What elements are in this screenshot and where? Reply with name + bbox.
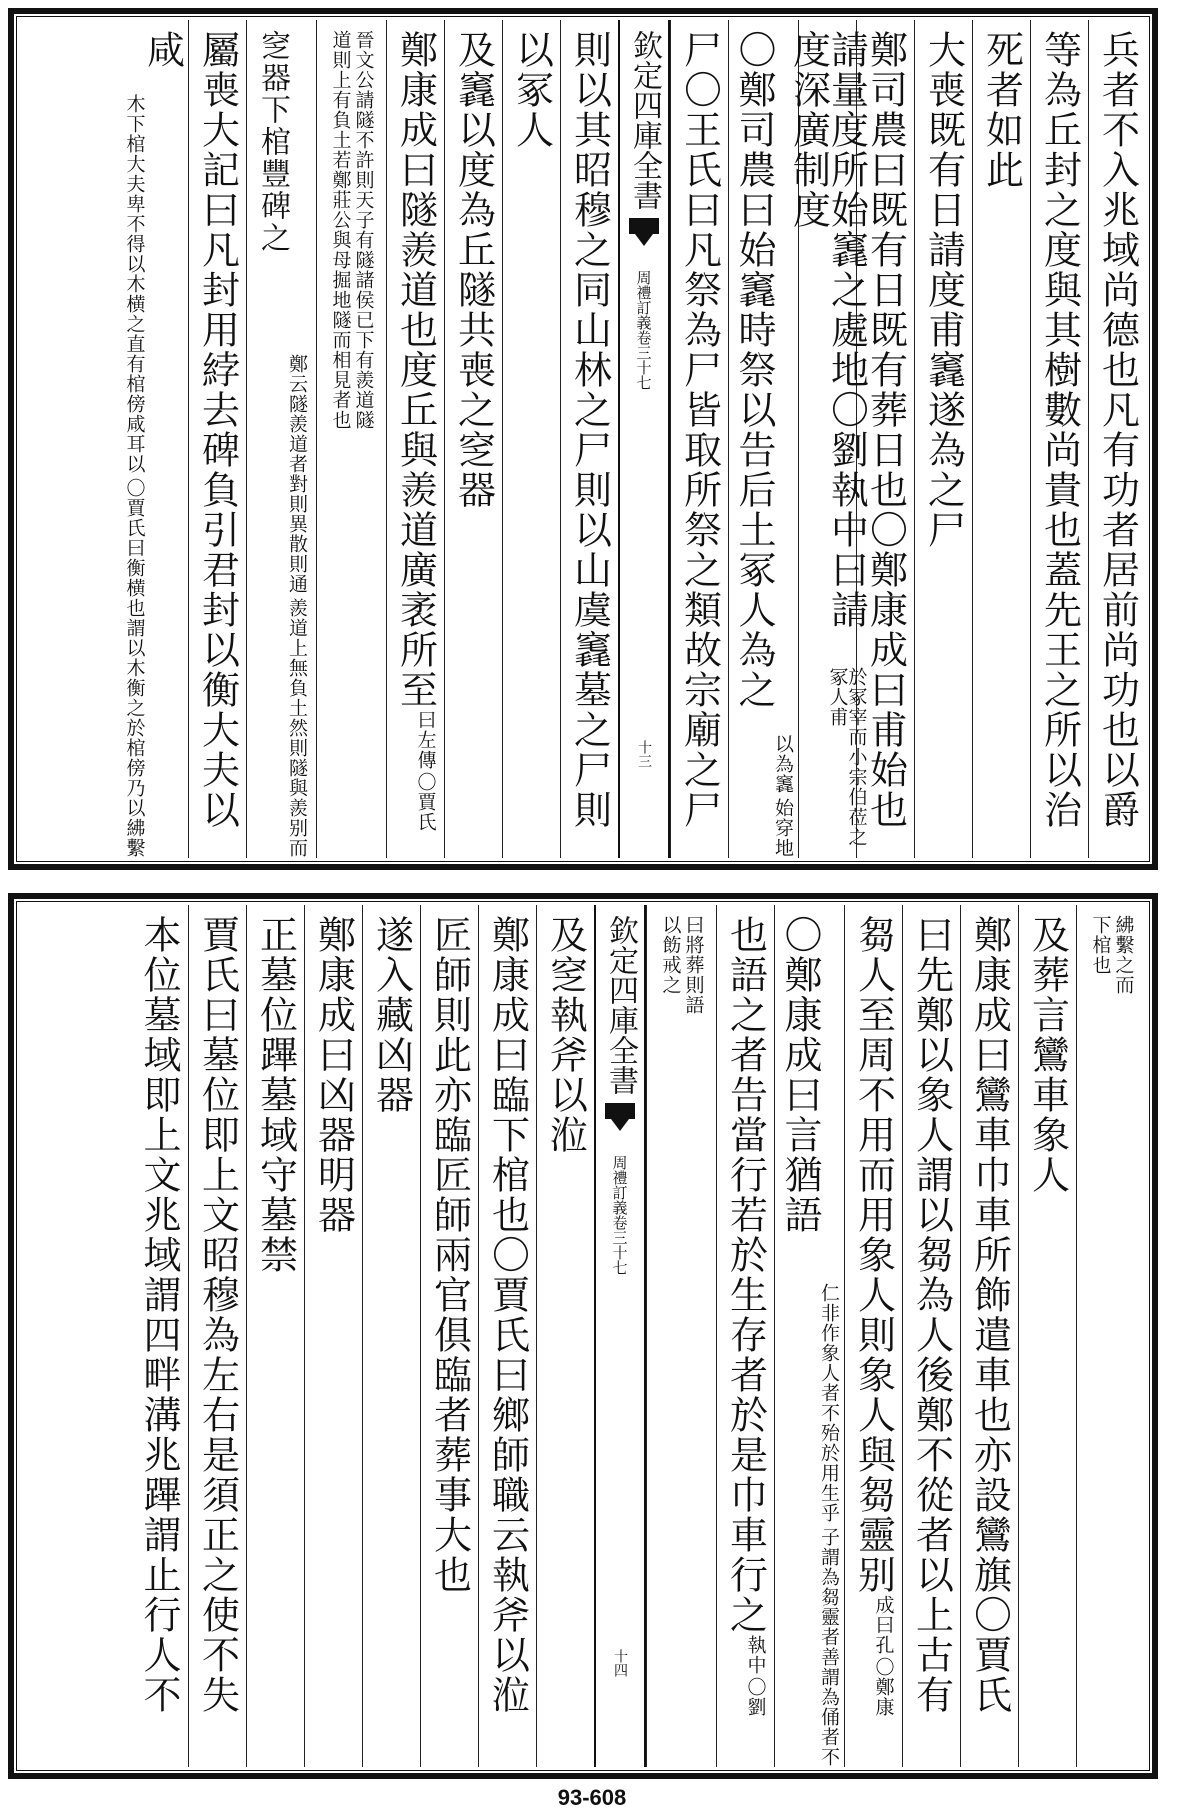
annotation-column: [246, 20, 316, 858]
column-text: 窆器下棺豐碑之: [255, 30, 290, 254]
annotation-column: [728, 20, 798, 858]
mixed-text: [393, 30, 438, 858]
text-column: [1018, 905, 1076, 1767]
note-line: 仁非作象人者不殆於用生乎: [818, 1283, 840, 1523]
column-text: 鄭康成曰鸞車巾車所飾遣車也亦設鸞旗〇賈氏: [967, 915, 1012, 1715]
mixed-text: [851, 915, 896, 1767]
text-column: [560, 20, 618, 858]
column-text: 正墓位蹕墓域守墓禁: [253, 915, 298, 1275]
inline-note: [855, 1595, 893, 1717]
bottom-columns: [20, 905, 1146, 1767]
mixed-text: [786, 30, 869, 858]
note-line: 道則上有負土若鄭莊公與母掘地隧而相見者也: [329, 30, 352, 430]
leaf-number: 十四: [612, 1649, 628, 1677]
text-column: [844, 905, 902, 1767]
note-line: 始穿地: [772, 798, 794, 858]
volume-number: 卷三十七: [634, 330, 653, 390]
text-column: [786, 20, 869, 858]
column-text: 鄭司農曰既有日既有葬日也〇鄭康成曰甫始也: [863, 30, 908, 830]
double-line-note: [1091, 915, 1133, 1767]
text-column: [246, 905, 304, 1767]
column-text: 鄭康成曰隧羨道也度丘與羨道廣袤所至: [393, 30, 438, 710]
annotation-stack: [123, 30, 185, 858]
note-line: 木下棺大夫卑不得以木横之直有棺傍咸耳以: [123, 94, 146, 474]
column-text: 芻人至周不用而用象人則象人與芻靈别: [851, 915, 896, 1595]
column-text: 本位墓域即上文兆域謂四畔溝兆蹕謂止行人不: [137, 915, 181, 1715]
inline-note: [790, 667, 866, 858]
text-column: [914, 20, 972, 858]
double-line-note: [661, 915, 703, 1767]
note-line: 以飭戒之: [659, 915, 682, 995]
note-line: 〇鄭康: [872, 1657, 895, 1717]
leaf-number: 十三: [636, 740, 652, 768]
annotation-stack: [732, 30, 794, 858]
text-column: [362, 905, 420, 1767]
text-column: [972, 20, 1030, 858]
note-line: 執中: [744, 1635, 767, 1675]
fold-book-info: [634, 270, 655, 390]
column-text: 也語之者告當行若於生存者於是巾車行之: [723, 915, 768, 1635]
fold-book-info: [610, 1155, 631, 1275]
book-name: 周禮訂義: [610, 1155, 629, 1215]
text-column: [502, 20, 560, 858]
note-line: 羨道上無負土然則隧與羨别而: [286, 598, 308, 858]
column-text: 咸: [140, 30, 185, 70]
note-line: 〇賈氏: [414, 772, 437, 832]
center-fold: [618, 20, 670, 858]
top-page-panel: [8, 8, 1158, 870]
column-text: 以冢人: [509, 30, 554, 150]
note-line: 〇劉: [744, 1677, 767, 1717]
note-line: 紼繫之而: [1112, 915, 1135, 995]
text-column: [188, 905, 246, 1767]
text-column: [1088, 20, 1146, 858]
text-column: [304, 905, 362, 1767]
fold-title: 欽定四庫全書: [603, 915, 638, 1095]
fold-title: 欽定四庫全書: [627, 30, 662, 210]
note-line: 以為竁: [772, 734, 794, 794]
note-line: 鄭云隧羨道者對則異散則通: [286, 354, 308, 594]
column-text: 匠師則此亦臨匠師兩官俱臨者葬事大也: [427, 915, 472, 1595]
center-fold: [594, 905, 646, 1767]
double-line-note: [331, 30, 373, 858]
annotation-column: [316, 20, 386, 858]
column-text: 遂入藏凶器: [369, 915, 414, 1115]
annotation-column: [1076, 905, 1146, 1767]
volume-number: 卷三十七: [610, 1215, 629, 1275]
annotation-stack: [778, 915, 840, 1767]
fold-header: [622, 30, 666, 858]
page-number: 93-608: [557, 1785, 627, 1810]
text-column: [902, 905, 960, 1767]
mixed-text: [723, 915, 768, 1767]
inline-note: [397, 710, 435, 832]
column-text: 死者如此: [979, 30, 1024, 190]
note-line: 〇賈氏曰衡横也謂以木衡之於棺傍乃以紼繫: [123, 478, 146, 858]
double-line-note: [125, 30, 144, 858]
annotation-column: [774, 905, 844, 1767]
text-column: [1030, 20, 1088, 858]
book-name: 周禮訂義: [634, 270, 653, 330]
note-line: 晉文公請隧不許則天子有隧諸侯已下有羨道隧: [352, 30, 375, 430]
annotation-stack: [257, 30, 306, 858]
annotation-column: [646, 905, 716, 1767]
column-text: 兵者不入兆域尚德也凡有功者居前尚功也以爵: [1095, 30, 1140, 830]
fold-header: [598, 915, 642, 1767]
note-line: 曰左傳: [414, 710, 437, 770]
column-text: 曰先鄭以象人謂以芻為人後鄭不從者以上古有: [909, 915, 954, 1715]
note-line: 下棺也: [1089, 915, 1112, 975]
column-text: 則以其昭穆之同山林之尸則以山虞竁墓之尸則: [567, 30, 612, 830]
note-line: 曰將葬則語: [682, 915, 705, 1015]
text-column: [960, 905, 1018, 1767]
column-text: 鄭康成曰臨下棺也〇賈氏曰鄉師職云執斧以涖: [485, 915, 530, 1715]
text-column: [536, 905, 594, 1767]
column-text: 尸〇王氏曰凡祭為尸皆取所祭之類故宗廟之尸: [677, 30, 722, 830]
annotation-column: [118, 20, 188, 858]
text-column: [478, 905, 536, 1767]
inline-note: [727, 1635, 765, 1717]
column-text: 及葬言鸞車象人: [1025, 915, 1070, 1195]
top-columns: [20, 20, 1146, 858]
text-column: [716, 905, 774, 1767]
note-line: 子謂為芻靈者善謂為俑者不: [818, 1527, 840, 1767]
text-column: [420, 905, 478, 1767]
text-column: [188, 20, 246, 858]
column-text: 〇鄭司農曰始竁時祭以告后土冢人為之: [732, 30, 776, 710]
column-text: 鄭康成曰凶器明器: [311, 915, 356, 1235]
fish-tail-mark-icon: [629, 218, 659, 262]
column-text: 屬喪大記曰凡封用綍去碑負引君封以衡大夫以: [195, 30, 240, 830]
text-column: [670, 20, 728, 858]
text-column: [444, 20, 502, 858]
note-line: 於冢宰而小宗伯莅之冢人甫: [826, 666, 868, 847]
column-text: 賈氏曰墓位即上文昭穆為左右是須正之使不失: [195, 915, 240, 1715]
column-text: 及竁以度為丘隧共喪之窆器: [451, 30, 496, 510]
column-text: 〇鄭康成曰言猶語: [778, 915, 822, 1235]
fish-tail-mark-icon: [605, 1103, 635, 1147]
text-column: [386, 20, 444, 858]
column-text: 等為丘封之度與其樹數尚貴也蓋先王之所以治: [1037, 30, 1082, 830]
text-column: [130, 905, 188, 1767]
note-line: 成曰孔: [872, 1595, 895, 1655]
bottom-page-panel: [8, 893, 1158, 1779]
column-text: 及窆執斧以涖: [543, 915, 588, 1155]
column-text: 大喪既有日請度甫竁遂為之尸: [921, 30, 966, 550]
column-text: 請量度所始竁之處地〇劉執中曰請度深廣制度: [786, 30, 869, 630]
